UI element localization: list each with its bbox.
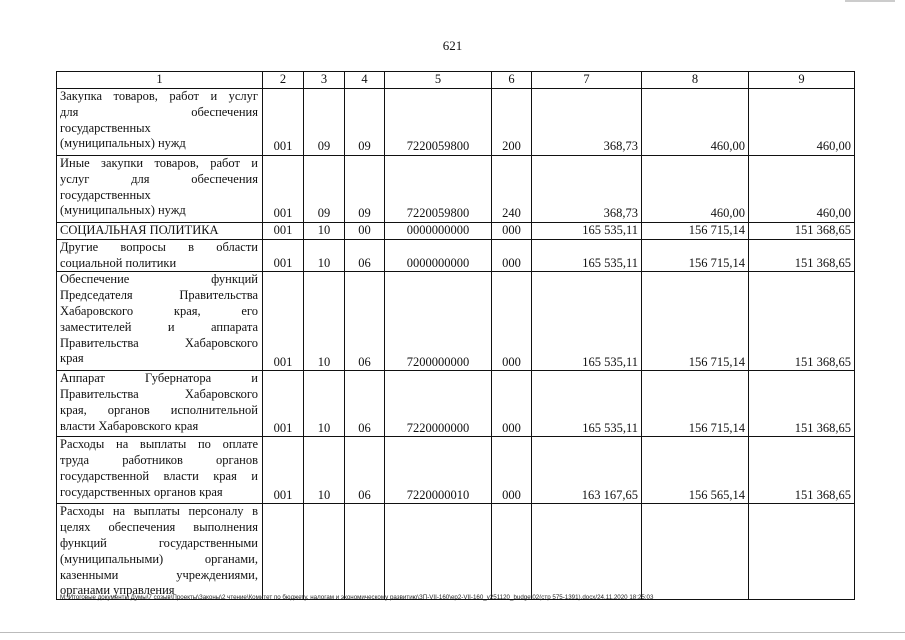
row-name-line: (муниципальных) нужд bbox=[60, 203, 186, 218]
row-name-line: (муниципальными) органами, bbox=[60, 551, 258, 566]
amount-col8-cell: 156 715,14 bbox=[642, 272, 749, 371]
amount-col9-cell: 460,00 bbox=[749, 89, 855, 156]
column-header: 7 bbox=[532, 72, 642, 89]
subsection-sub-cell: 06 bbox=[345, 437, 385, 504]
row-name-line: Иные закупки товаров, работ и bbox=[60, 156, 258, 170]
target-article-cell: 0000000000 bbox=[385, 223, 492, 240]
table-row bbox=[57, 437, 855, 504]
row-name-line: СОЦИАЛЬНАЯ ПОЛИТИКА bbox=[60, 223, 219, 237]
row-name-line: государственной власти края и bbox=[60, 468, 258, 483]
row-name-cell bbox=[57, 504, 263, 600]
section-code-cell: 001 bbox=[263, 223, 304, 240]
subsection-sub-cell bbox=[345, 504, 385, 600]
column-header: 2 bbox=[263, 72, 304, 89]
section-code-cell: 001 bbox=[263, 272, 304, 371]
amount-col9-cell: 151 368,65 bbox=[749, 272, 855, 371]
row-name-line: государственных bbox=[60, 187, 151, 202]
row-name-line: Расходы на выплаты по оплате bbox=[60, 437, 258, 452]
row-name-cell bbox=[57, 437, 263, 504]
row-name-line: казенными учреждениями, bbox=[60, 567, 258, 582]
target-article-cell: 0000000000 bbox=[385, 239, 492, 272]
subsection-code-cell bbox=[304, 504, 345, 600]
column-header: 1 bbox=[57, 72, 263, 89]
amount-col8-cell: 156 715,14 bbox=[642, 239, 749, 272]
amount-col8-cell: 156 715,14 bbox=[642, 223, 749, 240]
target-article-cell bbox=[385, 504, 492, 600]
subsection-code-cell: 10 bbox=[304, 371, 345, 437]
row-name-line: края, органов исполнительной bbox=[60, 402, 258, 417]
subsection-code-cell: 10 bbox=[304, 272, 345, 371]
target-article-cell: 7220059800 bbox=[385, 89, 492, 156]
table-row bbox=[57, 156, 855, 223]
table-row bbox=[57, 504, 855, 600]
target-article-cell: 7220059800 bbox=[385, 156, 492, 223]
amount-col9-cell: 151 368,65 bbox=[749, 239, 855, 272]
row-name-line: края bbox=[60, 351, 84, 366]
column-header: 6 bbox=[492, 72, 532, 89]
expense-type-cell bbox=[492, 504, 532, 600]
amount-col7-cell: 163 167,65 bbox=[532, 437, 642, 504]
section-code-cell: 001 bbox=[263, 239, 304, 272]
footer-file-path: M:\Итоговые документы Думы\7 созыв\Проекты\Законы\2 чтение\Комитет по бюджету, налогам и экономическому развитию\ЗП-VII-160\ер2-VII-160_v251120_budget02(стр 575-1391).docx/24.11.2020 18:25:03 bbox=[60, 594, 654, 601]
table-row bbox=[57, 272, 855, 371]
subsection-sub-cell: 09 bbox=[345, 156, 385, 223]
page-number: 621 bbox=[442, 38, 463, 53]
amount-col7-cell: 368,73 bbox=[532, 89, 642, 156]
expense-type-cell: 240 bbox=[492, 156, 532, 223]
subsection-code-cell: 09 bbox=[304, 156, 345, 223]
row-name-line: власти Хабаровского края bbox=[60, 418, 199, 433]
amount-col8-cell: 156 715,14 bbox=[642, 371, 749, 437]
amount-col8-cell: 156 565,14 bbox=[642, 437, 749, 504]
amount-col8-cell bbox=[642, 504, 749, 600]
row-name-cell bbox=[57, 89, 263, 156]
target-article-cell: 7200000000 bbox=[385, 272, 492, 371]
row-name-line: целях обеспечения выполнения bbox=[60, 520, 258, 535]
expense-type-cell: 000 bbox=[492, 223, 532, 240]
row-name-line: Расходы на выплаты персоналу в bbox=[60, 504, 258, 519]
row-name-line: органами управления bbox=[60, 583, 175, 598]
table-row bbox=[57, 239, 855, 272]
column-header: 3 bbox=[304, 72, 345, 89]
page-corner-mark bbox=[845, 0, 895, 2]
row-name-line: заместителей и аппарата bbox=[60, 319, 258, 334]
table-row bbox=[57, 89, 855, 156]
row-name-line: (муниципальных) нужд bbox=[60, 136, 186, 151]
row-name-line: для обеспечения bbox=[60, 104, 258, 119]
row-name-line: социальной политики bbox=[60, 255, 177, 270]
expense-type-cell: 200 bbox=[492, 89, 532, 156]
column-header: 8 bbox=[642, 72, 749, 89]
column-header: 4 bbox=[345, 72, 385, 89]
row-name-cell bbox=[57, 223, 263, 240]
target-article-cell: 7220000000 bbox=[385, 371, 492, 437]
budget-table bbox=[56, 71, 855, 600]
row-name-cell bbox=[57, 272, 263, 371]
row-name-line: Председателя Правительства bbox=[60, 288, 258, 303]
column-header: 5 bbox=[385, 72, 492, 89]
section-code-cell: 001 bbox=[263, 89, 304, 156]
column-header: 9 bbox=[749, 72, 855, 89]
bottom-divider bbox=[0, 632, 905, 633]
amount-col7-cell: 165 535,11 bbox=[532, 272, 642, 371]
amount-col7-cell: 368,73 bbox=[532, 156, 642, 223]
amount-col9-cell bbox=[749, 504, 855, 600]
expense-type-cell: 000 bbox=[492, 272, 532, 371]
row-name-cell bbox=[57, 156, 263, 223]
row-name-line: Хабаровского края, его bbox=[60, 303, 258, 318]
expense-type-cell: 000 bbox=[492, 371, 532, 437]
row-name-line: Аппарат Губернатора и bbox=[60, 371, 258, 386]
row-name-cell bbox=[57, 239, 263, 272]
subsection-sub-cell: 06 bbox=[345, 371, 385, 437]
subsection-sub-cell: 09 bbox=[345, 89, 385, 156]
subsection-code-cell: 10 bbox=[304, 223, 345, 240]
target-article-cell: 7220000010 bbox=[385, 437, 492, 504]
subsection-sub-cell: 00 bbox=[345, 223, 385, 240]
amount-col7-cell: 165 535,11 bbox=[532, 239, 642, 272]
amount-col9-cell: 460,00 bbox=[749, 156, 855, 223]
subsection-code-cell: 10 bbox=[304, 437, 345, 504]
amount-col7-cell: 165 535,11 bbox=[532, 223, 642, 240]
table-header-row bbox=[57, 72, 855, 89]
amount-col9-cell: 151 368,65 bbox=[749, 437, 855, 504]
row-name-line: Правительства Хабаровского bbox=[60, 387, 258, 402]
row-name-line: Правительства Хабаровского bbox=[60, 335, 258, 350]
expense-type-cell: 000 bbox=[492, 437, 532, 504]
row-name-line: функций государственными bbox=[60, 535, 258, 550]
section-code-cell: 001 bbox=[263, 156, 304, 223]
section-code-cell bbox=[263, 504, 304, 600]
section-code-cell: 001 bbox=[263, 437, 304, 504]
section-code-cell: 001 bbox=[263, 371, 304, 437]
subsection-code-cell: 09 bbox=[304, 89, 345, 156]
table-row bbox=[57, 223, 855, 240]
row-name-line: государственных bbox=[60, 120, 151, 135]
row-name-line: государственных органов края bbox=[60, 484, 223, 499]
subsection-sub-cell: 06 bbox=[345, 239, 385, 272]
subsection-sub-cell: 06 bbox=[345, 272, 385, 371]
amount-col9-cell: 151 368,65 bbox=[749, 371, 855, 437]
row-name-line: услуг для обеспечения bbox=[60, 171, 258, 186]
row-name-line: Обеспечение функций bbox=[60, 272, 258, 287]
row-name-line: труда работников органов bbox=[60, 453, 258, 468]
row-name-line: Закупка товаров, работ и услуг bbox=[60, 89, 258, 103]
amount-col8-cell: 460,00 bbox=[642, 89, 749, 156]
amount-col9-cell: 151 368,65 bbox=[749, 223, 855, 240]
amount-col7-cell: 165 535,11 bbox=[532, 371, 642, 437]
amount-col8-cell: 460,00 bbox=[642, 156, 749, 223]
subsection-code-cell: 10 bbox=[304, 239, 345, 272]
expense-type-cell: 000 bbox=[492, 239, 532, 272]
row-name-line: Другие вопросы в области bbox=[60, 239, 258, 254]
row-name-cell bbox=[57, 371, 263, 437]
table-row bbox=[57, 371, 855, 437]
amount-col7-cell bbox=[532, 504, 642, 600]
